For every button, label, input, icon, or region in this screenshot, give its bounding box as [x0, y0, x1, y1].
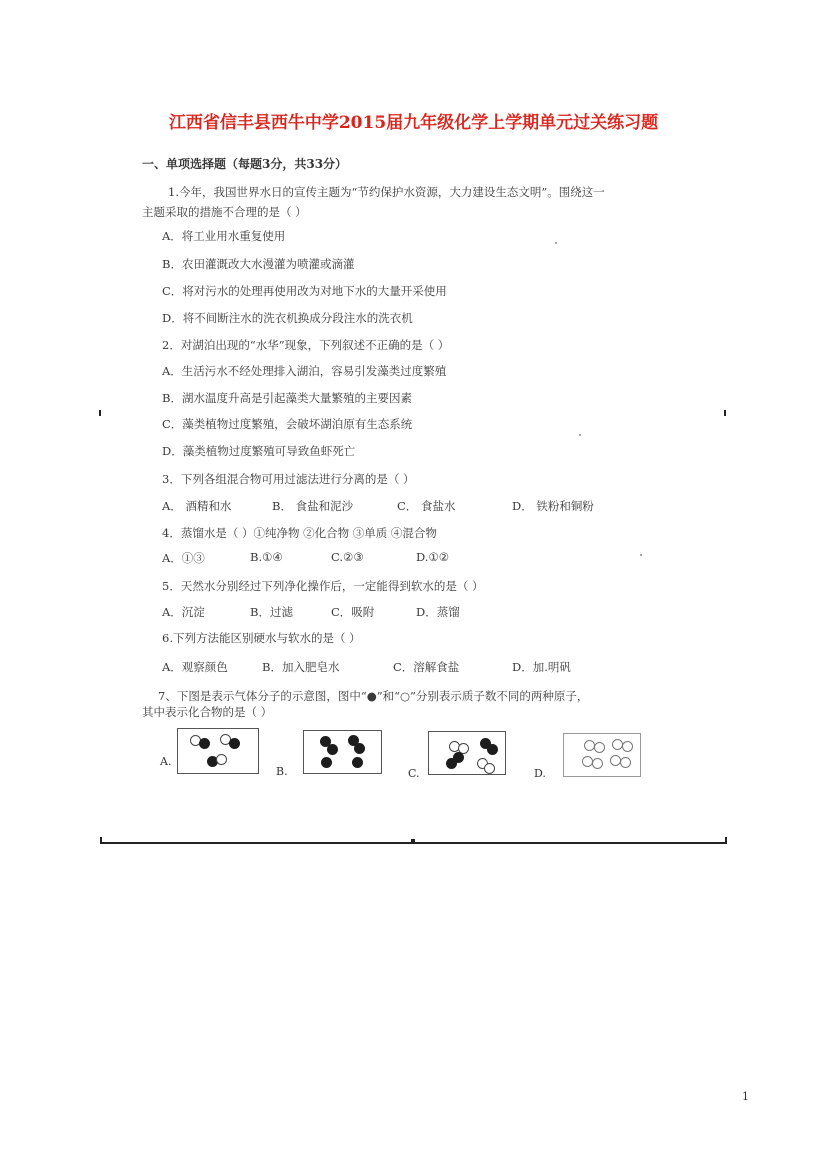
black-atom: [327, 744, 338, 755]
rule-center-tick: [411, 839, 415, 844]
q5-option-c: C．吸附: [331, 605, 375, 619]
q5-option-a: A．沉淀: [162, 605, 205, 619]
black-atom: [354, 743, 365, 754]
q2-stem: 2．对湖泊出现的“水华”现象，下列叙述不正确的是（ ）: [162, 338, 450, 352]
white-atom: [592, 758, 603, 769]
black-atom: [487, 744, 498, 755]
scan-speck: [640, 554, 642, 556]
scan-speck: [555, 242, 557, 244]
q2-option-a: A．生活污水不经处理排入湖泊，容易引发藻类过度繁殖: [162, 364, 447, 378]
diagram-c-label: C.: [408, 767, 420, 780]
white-atom: [620, 757, 631, 768]
q3-option-b: B． 食盐和泥沙: [272, 499, 354, 513]
q4-option-c: C.②③: [331, 550, 364, 564]
diagram-b-label: B.: [276, 765, 288, 778]
black-atom: [199, 738, 210, 749]
q1-stem-line2: 主题采取的措施不合理的是（ ）: [142, 205, 307, 219]
q1-stem-line1: 1.今年，我国世界水日的宣传主题为“节约保护水资源，大力建设生态文明”。围绕这一: [168, 185, 605, 199]
black-atom: [321, 757, 332, 768]
q3-stem: 3．下列各组混合物可用过滤法进行分离的是（ ）: [162, 472, 415, 486]
q6-stem: 6.下列方法能区别硬水与软水的是（ ）: [162, 631, 361, 645]
q4-option-b: B.①④: [250, 550, 283, 564]
q6-option-a: A．观察颜色: [162, 660, 228, 674]
scan-speck: [579, 434, 581, 436]
q1-option-b: B．农田灌溉改大水漫灌为喷灌或滴灌: [162, 257, 355, 271]
white-atom: [622, 741, 633, 752]
scan-edge-mark: [99, 410, 101, 416]
white-atom: [216, 754, 227, 765]
document-title: 江西省信丰县西牛中学2015届九年级化学上学期单元过关练习题: [168, 113, 659, 133]
q3-option-c: C． 食盐水: [397, 499, 456, 513]
q2-option-d: D．藻类植物过度繁殖可导致鱼虾死亡: [162, 444, 356, 458]
q4-option-a: A．①③: [162, 551, 205, 565]
diagram-c-box: [428, 731, 506, 775]
white-atom: [594, 742, 605, 753]
scan-edge-mark: [724, 410, 726, 416]
q2-option-b: B．湖水温度升高是引起藻类大量繁殖的主要因素: [162, 391, 412, 405]
diagram-a-label: A.: [160, 755, 172, 768]
q4-stem: 4．蒸馏水是（ ）①纯净物 ②化合物 ③单质 ④混合物: [162, 526, 437, 540]
q6-option-c: C．溶解食盐: [393, 660, 460, 674]
white-atom: [484, 763, 495, 774]
q5-stem: 5．天然水分别经过下列净化操作后，一定能得到软水的是（ ）: [162, 579, 484, 593]
diagram-b-box: [303, 730, 382, 774]
q5-option-d: D．蒸馏: [416, 605, 460, 619]
q1-option-d: D．将不间断注水的洗衣机换成分段注水的洗衣机: [162, 311, 413, 325]
q1-option-a: A．将工业用水重复使用: [162, 229, 286, 243]
black-atom: [352, 757, 363, 768]
section-heading: 一、单项选择题（每题3分，共33分）: [142, 157, 348, 171]
q4-option-d: D.①②: [416, 550, 450, 564]
rule-left-tick: [100, 837, 102, 844]
q6-option-d: D．加.明矾: [512, 660, 571, 674]
q6-option-b: B．加入肥皂水: [262, 660, 340, 674]
diagram-d-box: [563, 733, 641, 777]
q3-option-d: D． 铁粉和铜粉: [512, 499, 594, 513]
q7-stem-line1: 7、下图是表示气体分子的示意图，图中“●”和“○”分别表示质子数不同的两种原子，: [158, 689, 589, 703]
diagram-d-label: D.: [534, 767, 546, 780]
black-atom: [453, 752, 464, 763]
diagram-a-box: [177, 728, 259, 774]
rule-right-tick: [725, 837, 727, 844]
q3-option-a: A． 酒精和水: [162, 499, 232, 513]
page-number: 1: [742, 1090, 749, 1103]
q7-stem-line2: 其中表示化合物的是（ ）: [142, 705, 273, 719]
q1-option-c: C．将对污水的处理再使用改为对地下水的大量开采使用: [162, 284, 447, 298]
black-atom: [229, 738, 240, 749]
q2-option-c: C．藻类植物过度繁殖，会破坏湖泊原有生态系统: [162, 417, 413, 431]
q5-option-b: B．过滤: [250, 605, 293, 619]
